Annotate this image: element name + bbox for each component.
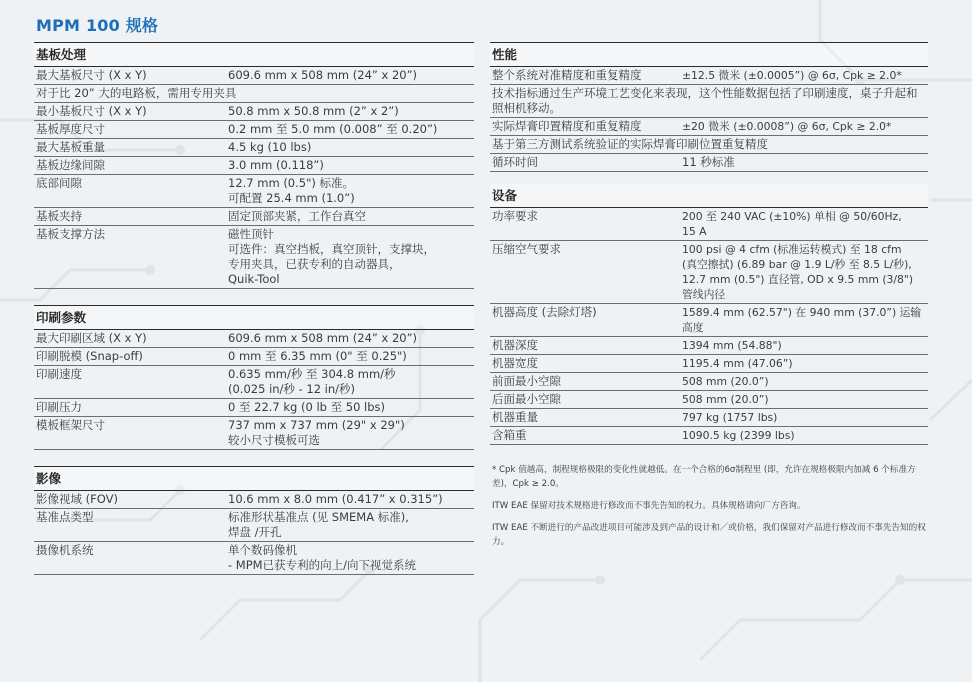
spec-label: 机器重量 [492,410,538,424]
spec-row-print-area [34,330,474,348]
spec-label: 基准点类型 [36,510,94,524]
spec-label: 整个系统对准精度和重复精度 [492,68,642,82]
spec-value [226,510,472,540]
section-heading-print: 印刷参数 [34,305,474,330]
left-column [34,40,474,575]
spec-label: 含箱重 [492,428,527,442]
spec-label: 基板厚度尺寸 [36,122,105,136]
spec-row-width [490,355,928,373]
spec-value-line: 标准形状基准点 (见 SMEMA 标准), [228,510,409,524]
spec-row-machine-weight [490,409,928,427]
spec-row-alignment [490,67,928,85]
spec-value: 4.5 kg (10 lbs) [228,140,312,154]
spec-value-line: 磁性顶针 [228,227,274,241]
spec-value-line: Quik-Tool [228,272,280,286]
spec-label: 基板边缘间隙 [36,158,105,172]
spec-row-cycle-time [490,154,928,172]
spec-value: 10.6 mm x 8.0 mm (0.417” x 0.315”) [228,492,443,506]
spec-label: 基板支撑方法 [36,227,105,241]
spec-value-line: - MPM已获专利的向上/向下视觉系统 [228,558,416,572]
spec-note: 技术指标通过生产环境工艺变化来表现，这个性能数据包括了印刷速度，桌子升起和照相机移动。 [490,85,928,118]
spec-value [680,305,926,335]
spec-value-line: 1589.4 mm (62.57") 在 940 mm (37.0”) 运输 [682,306,922,319]
spec-label: 功率要求 [492,209,538,223]
section-heading-vision: 影像 [34,466,474,491]
spec-value: 1195.4 mm (47.06”) [682,357,793,370]
spec-value-line: 可配置 25.4 mm (1.0”) [228,191,355,205]
spec-value-line: (真空擦拭) (6.89 bar @ 1.9 L/秒 至 8.5 L/秒), [682,258,912,271]
spec-row-clamp [34,208,474,226]
spec-label: 最大基板尺寸 (X x Y) [36,68,147,82]
spec-value: 11 秒标准 [682,155,735,169]
spec-row-fiducial [34,509,474,542]
spec-row-frame [34,417,474,450]
spec-value: ±20 微米 (±0.0008”) @ 6σ, Cpk ≥ 2.0* [682,120,892,133]
spec-label: 印刷脱模 (Snap-off) [36,349,143,363]
page-title: MPM 100 规格 [36,16,159,35]
spec-value [226,418,472,448]
spec-row-fov [34,491,474,509]
spec-value: 固定顶部夹紧，工作台真空 [228,209,366,223]
spec-row-rear-clearance [490,391,928,409]
spec-label: 底部间隙 [36,176,82,190]
spec-value [226,367,472,397]
spec-row-depth [490,337,928,355]
spec-value-line: 焊盘 /开孔 [228,525,282,539]
spec-value-line: 100 psi @ 4 cfm (标准运转模式) 至 18 cfm [682,243,902,256]
section-heading-equipment: 设备 [490,184,928,208]
spec-row-max-size [34,67,474,85]
spec-value: 609.6 mm x 508 mm (24” x 20”) [228,68,418,82]
spec-row-min-size [34,103,474,121]
spec-value-line: 737 mm x 737 mm (29" x 29") [228,418,405,432]
spec-row-print-pressure [34,399,474,417]
spec-row-power [490,208,928,241]
spec-row-print-speed [34,366,474,399]
spec-label: 压缩空气要求 [492,242,561,256]
spec-value: 797 kg (1757 lbs) [682,411,778,424]
spec-label: 印刷速度 [36,367,82,381]
section-heading-substrate: 基板处理 [34,42,474,67]
right-column [490,40,928,557]
spec-label: 基板夹持 [36,209,82,223]
spec-value: 1394 mm (54.88") [682,339,782,352]
spec-label: 影像视域 (FOV) [36,492,118,506]
spec-value [680,242,926,302]
spec-value-line: 管线内径 [682,288,726,301]
spec-note: 基于第三方测试系统验证的实际焊膏印刷位置重复精度 [490,136,928,154]
footnote-rights: ITW EAE 保留对技术规格进行修改而不事先告知的权力。具体规格请向厂方咨询。 [492,501,806,511]
spec-value-line: 0.635 mm/秒 至 304.8 mm/秒 [228,367,396,381]
spec-value: 609.6 mm x 508 mm (24” x 20”) [228,331,418,345]
spec-row-air [490,241,928,304]
spec-value [680,209,926,239]
spec-value: 50.8 mm x 50.8 mm (2” x 2”) [228,104,399,118]
spec-value: 0 至 22.7 kg (0 lb 至 50 lbs) [228,400,386,414]
spec-row-thickness [34,121,474,139]
spec-value [226,227,472,287]
section-heading-performance: 性能 [490,42,928,67]
spec-value-line: 15 A [682,225,707,238]
spec-row-support [34,226,474,289]
spec-row-camera [34,542,474,575]
spec-row-front-clearance [490,373,928,391]
spec-value-line: (0.025 in/秒 - 12 in/秒) [228,382,356,396]
spec-value: 3.0 mm (0.118”) [228,158,324,172]
spec-label: 最小基板尺寸 (X x Y) [36,104,147,118]
spec-note: 对于比 20” 大的电路板，需用专用夹具 [34,85,474,103]
spec-row-weight [34,139,474,157]
spec-label: 循环时间 [492,155,538,169]
spec-row-crate-weight [490,427,928,445]
spec-label: 后面最小空隙 [492,392,561,406]
spec-label: 前面最小空隙 [492,374,561,388]
spec-label: 最大印刷区域 (X x Y) [36,331,147,345]
spec-value-line: 专用夹具，已获专利的自动器具， [228,257,401,271]
spec-value: 508 mm (20.0”) [682,393,769,406]
spec-value: ±12.5 微米 (±0.0005”) @ 6σ, Cpk ≥ 2.0* [682,69,902,82]
spec-label: 模板框架尺寸 [36,418,105,432]
spec-label: 机器高度 (去除灯塔) [492,305,597,319]
footnote-cpk: * Cpk 值越高，制程规格极限的变化性就越低。在一个合格的6σ制程里 (即，允许在规格极限内加减 6 个标准方差)，Cpk ≥ 2.0。 [492,465,916,489]
spec-value-line: 12.7 mm (0.5") 直径管, OD x 9.5 mm (3/8") [682,273,914,286]
spec-value-line: 可选件：真空挡板，真空顶针，支撑块， [228,242,435,256]
spec-value [226,543,472,573]
spec-row-height [490,304,928,337]
spec-label: 实际焊膏印置精度和重复精度 [492,119,642,133]
spec-row-edge [34,157,474,175]
spec-value: 0 mm 至 6.35 mm (0" 至 0.25") [228,349,407,363]
spec-value-line: 200 至 240 VAC (±10%) 单相 @ 50/60Hz, [682,210,902,223]
footnotes [490,463,928,549]
spec-label: 摄像机系统 [36,543,94,557]
spec-value-line: 单个数码像机 [228,543,297,557]
spec-value-line: 较小尺寸模板可选 [228,433,320,447]
footnote-improvement: ITW EAE 不断进行的产品改进项目可能涉及到产品的设计和／或价格，我们保留对产品进行修改而不事先告知的权力。 [492,523,926,547]
spec-label: 机器深度 [492,338,538,352]
spec-label: 印刷压力 [36,400,82,414]
spec-label: 最大基板重量 [36,140,105,154]
spec-value: 508 mm (20.0”) [682,375,769,388]
spec-value: 1090.5 kg (2399 lbs) [682,429,795,442]
spec-label: 机器宽度 [492,356,538,370]
spec-row-bottom [34,175,474,208]
spec-value-line: 高度 [682,321,704,334]
spec-value [226,176,472,206]
spec-row-snap-off [34,348,474,366]
spec-value-line: 12.7 mm (0.5") 标准。 [228,176,355,190]
spec-value: 0.2 mm 至 5.0 mm (0.008” 至 0.20”) [228,122,438,136]
spec-row-paste-accuracy [490,118,928,136]
